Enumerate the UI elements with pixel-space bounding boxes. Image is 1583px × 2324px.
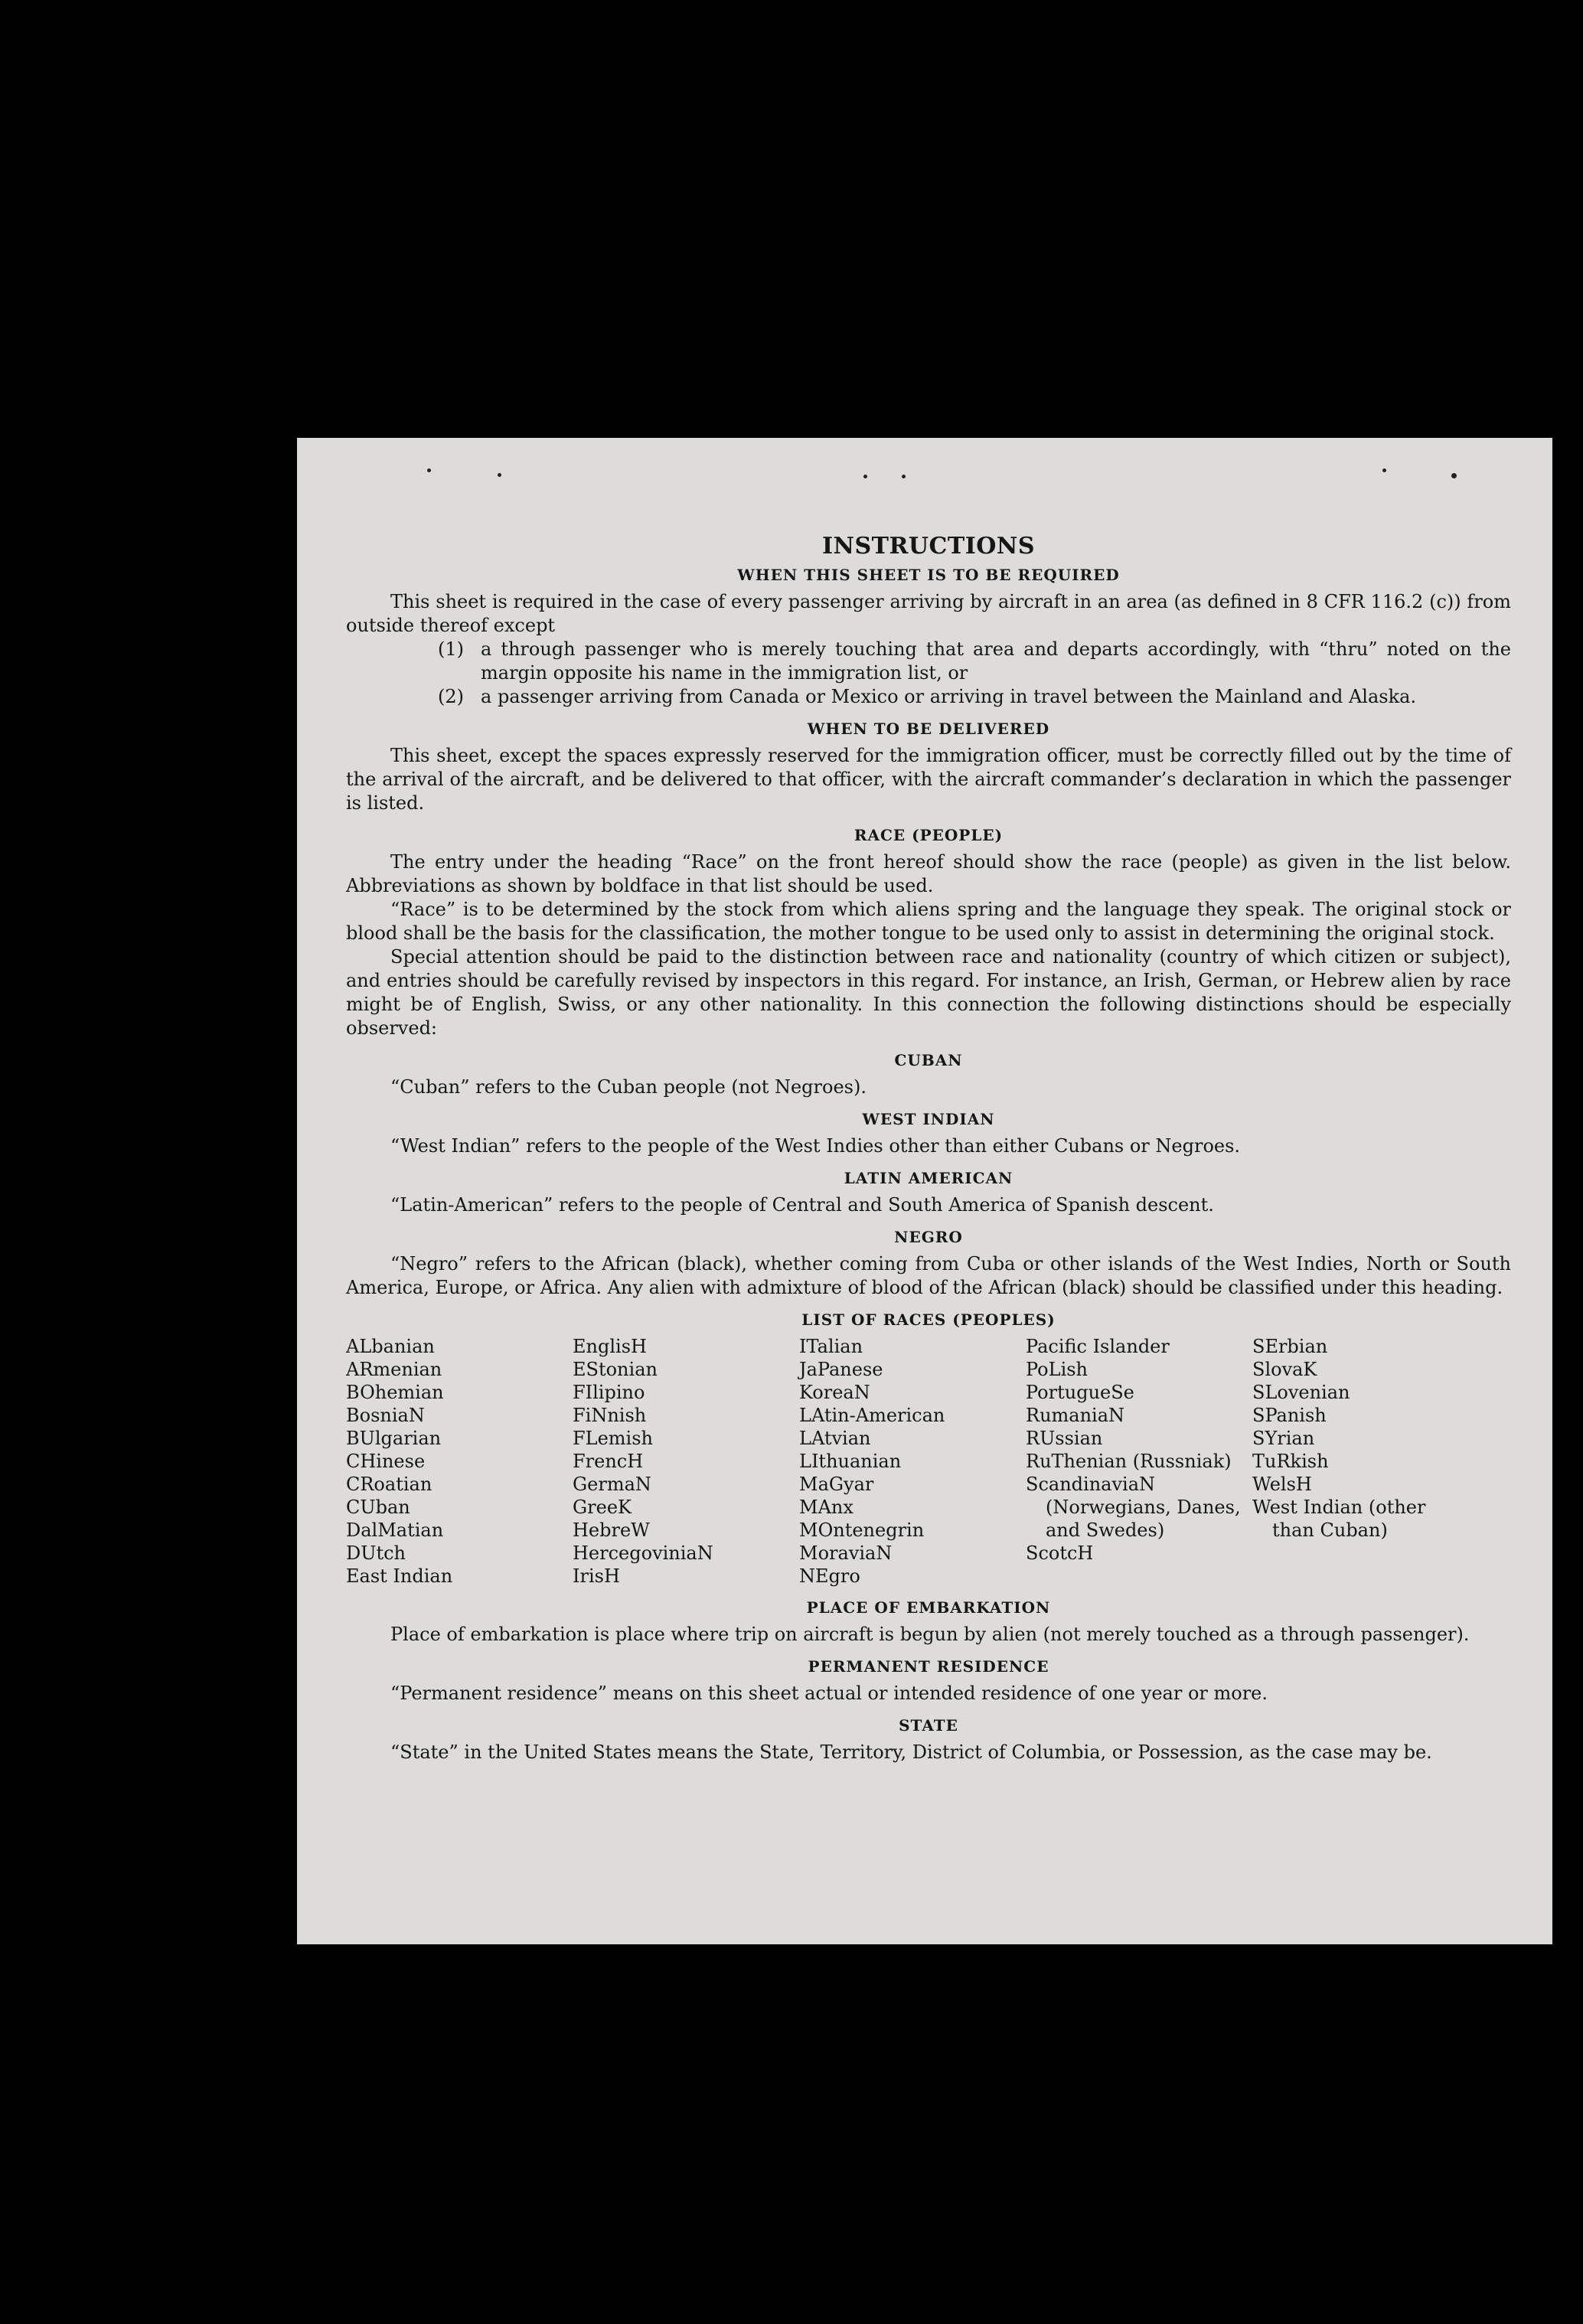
race-entry: BosniaN [346,1405,425,1426]
races-list [346,1335,1511,1588]
exception-item [438,685,1511,709]
race-paragraph: “Race” is to be determined by the stock from which aliens spring and the language they speak. The original stock or blood shall be the basis for the classification, the mother tongue to be used only to assist in determining the original stock. [346,899,1511,944]
race-entry: BOhemian [346,1382,444,1403]
race-entry: FIlipino [573,1382,645,1403]
race-entry: ALbanian [346,1336,435,1357]
race-entry: KoreaN [799,1382,870,1403]
race-entry: HercegoviniaN [573,1542,713,1564]
races-column [799,1335,1026,1588]
heading-state: STATE [899,1716,958,1735]
exception-number: (2) [438,686,464,707]
race-entry: IrisH [573,1565,620,1587]
heading-race: RACE (PEOPLE) [854,826,1004,844]
negro-text: “Negro” refers to the African (black), whether coming from Cuba or other islands of the West Indies, North or South America, Europe, or Africa. Any alien with admixture of blood of the African (black) should be classified under this heading. [346,1253,1511,1298]
races-column [1026,1335,1252,1588]
scan-marks [297,468,1552,491]
race-entry: CRoatian [346,1474,432,1495]
race-entry: ARmenian [346,1359,442,1380]
heading-negro: NEGRO [894,1228,963,1246]
race-entry: RUssian [1026,1428,1103,1449]
race-entry: EnglisH [573,1336,647,1357]
race-entry: DUtch [346,1542,406,1564]
races-column [1252,1335,1436,1588]
heading-when-delivered: WHEN TO BE DELIVERED [807,720,1050,738]
race-entry: SLovenian [1252,1382,1350,1403]
race-entry: PoLish [1026,1359,1089,1380]
exception-item [438,638,1511,685]
race-entry: GermaN [573,1474,651,1495]
heading-when-required: WHEN THIS SHEET IS TO BE REQUIRED [737,566,1120,584]
scan-dot [498,473,501,477]
race-entry: LAtvian [799,1428,871,1449]
cuban-text: “Cuban” refers to the Cuban people (not Negroes). [390,1076,867,1098]
race-entry: TuRkish [1252,1451,1329,1472]
race-entry: FiNnish [573,1405,647,1426]
scan-dot [1451,473,1457,478]
exception-number: (1) [438,638,464,660]
race-entry: BUlgarian [346,1428,442,1449]
races-column [573,1335,799,1588]
race-entry: RumaniaN [1026,1405,1125,1426]
race-entry: JaPanese [799,1359,883,1380]
race-entry: West Indian (other than Cuban) [1252,1497,1426,1541]
permanent-residence-text: “Permanent residence” means on this sheet actual or intended residence of one year or more. [390,1683,1268,1704]
race-entry: DalMatian [346,1519,444,1541]
race-entry: FLemish [573,1428,653,1449]
instruction-sheet [297,438,1552,1944]
race-entry: SPanish [1252,1405,1327,1426]
west-indian-text: “West Indian” refers to the people of the West Indies other than either Cubans or Negroes. [390,1135,1241,1157]
scan-dot [902,475,906,478]
races-column [346,1335,573,1588]
latin-american-text: “Latin-American” refers to the people of Central and South America of Spanish descent. [390,1194,1214,1216]
race-entry: MAnx [799,1497,854,1518]
heading-permanent-residence: PERMANENT RESIDENCE [808,1657,1049,1676]
exception-text: a passenger arriving from Canada or Mexico or arriving in travel between the Mainland and Alaska. [481,686,1417,707]
scan-dot [863,475,867,478]
race-entry: LIthuanian [799,1451,902,1472]
scan-dot [427,468,431,472]
race-entry: NEgro [799,1565,860,1587]
race-entry: EStonian [573,1359,658,1380]
race-entry: RuThenian (Russniak) [1026,1451,1232,1472]
race-entry: Pacific Islander [1026,1336,1170,1357]
heading-west-indian: WEST INDIAN [862,1110,995,1128]
scan-dot [1382,468,1386,472]
heading-cuban: CUBAN [894,1051,963,1069]
state-text: “State” in the United States means the State, Territory, District of Columbia, or Possession, as the case may be. [390,1741,1432,1763]
heading-place-of-embarkation: PLACE OF EMBARKATION [806,1598,1051,1617]
race-entry: LAtin-American [799,1405,945,1426]
race-entry: SErbian [1252,1336,1328,1357]
race-entry: CHinese [346,1451,426,1472]
race-entry: ITalian [799,1336,863,1357]
race-entry: MOntenegrin [799,1519,925,1541]
race-entry: PortugueSe [1026,1382,1134,1403]
heading-list-of-races: LIST OF RACES (PEOPLES) [801,1311,1056,1329]
race-entry: SYrian [1252,1428,1315,1449]
race-entry: ScandinaviaN (Norwegians, Danes, and Swedes) [1026,1474,1241,1541]
race-entry: SlovaK [1252,1359,1317,1380]
race-entry: WelsH [1252,1474,1312,1495]
race-entry: ScotcH [1026,1542,1094,1564]
race-paragraph: The entry under the heading “Race” on the front hereof should show the race (people) as given in the list below. Abbreviations as shown by boldface in that list should be used. [346,851,1511,896]
page-title: INSTRUCTIONS [822,533,1035,560]
race-entry: FrencH [573,1451,644,1472]
race-entry: CUban [346,1497,410,1518]
when-delivered-text: This sheet, except the spaces expressly reserved for the immigration officer, must be correctly filled out by the time of the arrival of the aircraft, and be delivered to that officer, with the aircraft commander’s declaration in which the passenger is listed. [346,745,1511,814]
when-required-intro: This sheet is required in the case of every passenger arriving by aircraft in an area (as defined in 8 CFR 116.2 (c)) from outside thereof except [346,591,1511,636]
race-entry: MoraviaN [799,1542,893,1564]
race-entry: East Indian [346,1565,453,1587]
race-entry: MaGyar [799,1474,874,1495]
race-paragraph: Special attention should be paid to the distinction between race and nationality (country of which citizen or subject), and entries should be carefully revised by inspectors in this regard. For instance, an Irish, German, or Hebrew alien by race might be of English, Swiss, or any other nationality. In this connection the following distinctions should be especially observed: [346,946,1511,1039]
heading-latin-american: LATIN AMERICAN [844,1169,1013,1187]
exception-text: a through passenger who is merely touching that area and departs accordingly, with “thru” noted on the margin opposite his name in the immigration list, or [481,638,1511,684]
race-entry: GreeK [573,1497,632,1518]
place-of-embarkation-text: Place of embarkation is place where trip on aircraft is begun by alien (not merely touched as a through passenger). [390,1624,1470,1645]
race-entry: HebreW [573,1519,650,1541]
